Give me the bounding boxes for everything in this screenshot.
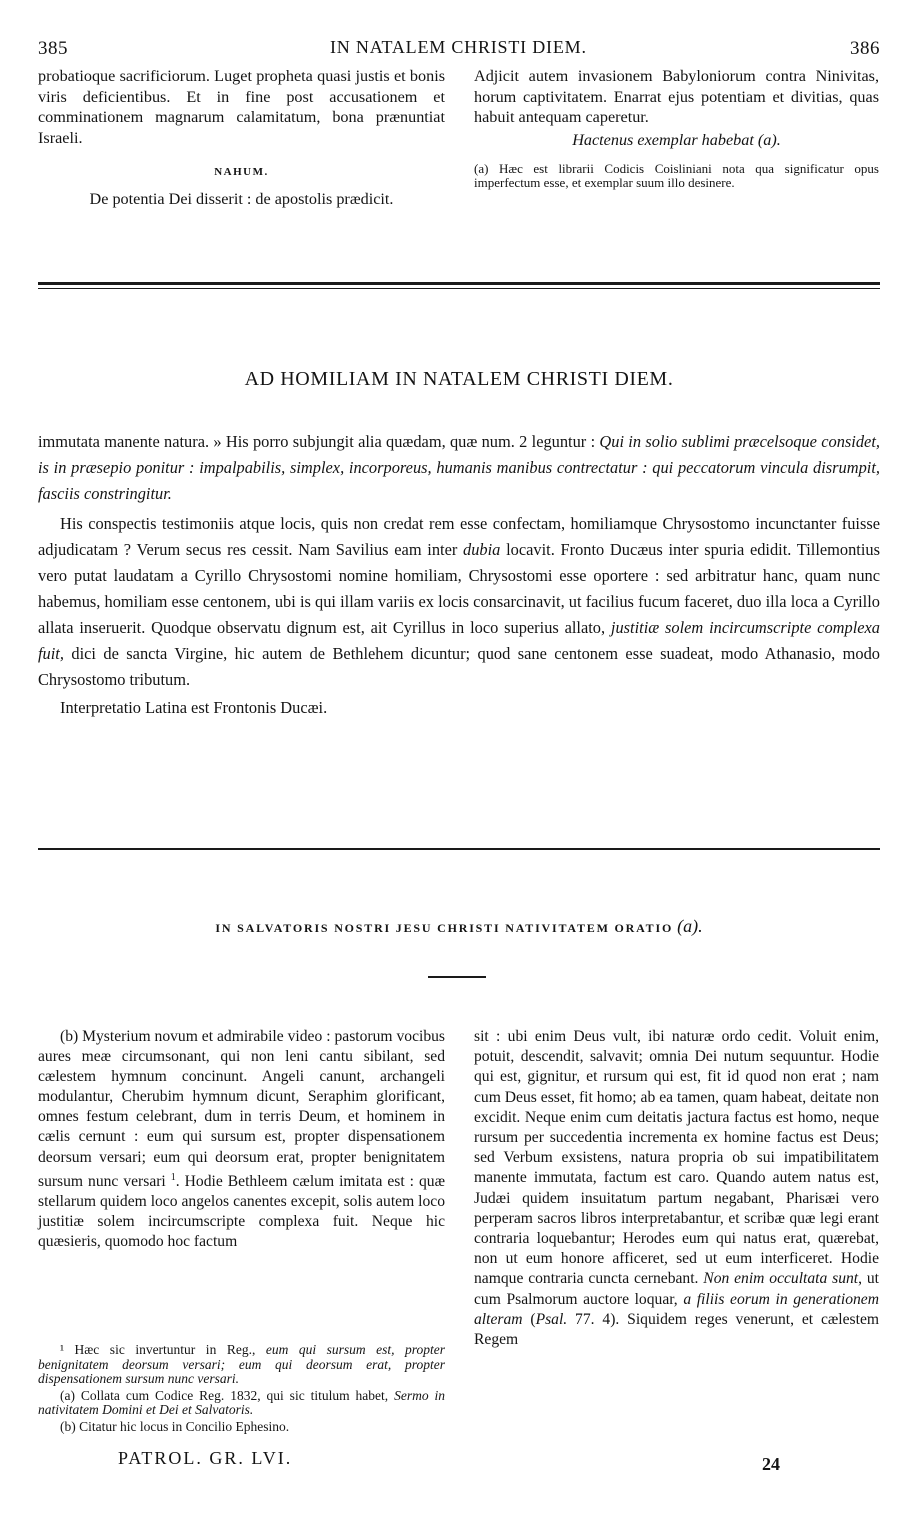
section-rule-thick — [38, 282, 880, 285]
footnote-a-quote: Sermo in nativitatem Domini et Dei et Salvatoris. — [38, 1387, 445, 1417]
section-paragraph-1-text: immutata manente natura. » His porro subjungit alia quædam, quæ num. 2 leguntur : — [38, 432, 600, 451]
nahum-paragraph: De potentia Dei disserit : de apostolis prædicit. — [89, 189, 394, 208]
section-paragraph-1-quote: Qui in solio sublimi præcelsoque considet, is in præsepio ponitur : impalpabilis, simplex, incorporeus, humanis manibus contrectatur : qui peccatorum vincula disrumpit, fasciis constringitur. — [38, 432, 880, 503]
signature-mark: PATROL. GR. LVI. — [118, 1448, 293, 1468]
top-right-column — [474, 66, 879, 190]
section-paragraph-2-dubia: dubia — [463, 540, 501, 559]
oration-text-right-c: ( — [522, 1310, 536, 1328]
footnote-1-quote: eum qui sursum est, propter benignitatem deorsum versari; eum qui deorsum erat, propter dispensationem sursum nunc versari. — [38, 1342, 445, 1386]
oration-text-right-b: , ut cum Psalmorum auctore loquar, — [474, 1270, 879, 1308]
nahum-subheading: NAHUM. — [214, 166, 269, 178]
oration-text-left-b: . Hodie Bethleem cælum imitata est : quæ stellarum quidem loco angelos canentes excepit, solis autem loco justitiæ solem incircumscripte complexa fuit. Neque hic quæsieris, quomodo hoc factum — [38, 1172, 445, 1251]
oration-text-right — [474, 1027, 879, 1350]
oration-rule — [38, 848, 880, 850]
running-title: IN NATALEM CHRISTI DIEM. — [330, 37, 587, 57]
section-paragraph-3: Interpretatio Latina est Frontonis Ducæi. — [60, 698, 328, 717]
footnote-a-text: (a) Collata cum Codice Reg. 1832, qui sic titulum habet, — [60, 1387, 395, 1403]
oration-title-mark: (a). — [677, 916, 703, 936]
section-paragraph-1 — [38, 429, 880, 507]
section-title: AD HOMILIAM IN NATALEM CHRISTI DIEM. — [244, 368, 674, 390]
oration-text-right-a: sit : ubi enim Deus vult, ibi naturæ ordo cedit. Voluit enim, potuit, descendit, salvavit; omnia Dei nutum sequuntur. Hodie qui est, gignitur, et rursum qui est, fit id quod non erat ; nam cum Deus esset, fit homo; ab ea tamen, quam habeat, deitate non excidit. Neque enim cum deitatis jactura factus est homo, neque rursum per succedentia incrementa ex homine factus est Deus; sed Verbum exsistens, natura propria ob sui impatibilitatem manente immutata, factum est caro. Quando autem natus est, Judæi quidem insuitatum partum negabant, Pharisæi vero perperam sacros libros interpretabantur, et scribæ quæ legi erant contraria loquebantur; Herodes eum qui natus erat, quærebat, non ut eum honore afficeret, sed ut eum interficeret. Hodie namque contraria cuncta cernebant. — [474, 1028, 879, 1288]
top-right-footnote: (a) Hæc est librarii Codicis Coisliniani nota qua significatur opus imperfectum esse, et exemplar suum illo desinere. — [474, 161, 879, 190]
signature-number: 24 — [762, 1454, 780, 1474]
section-paragraph-2 — [38, 511, 880, 693]
page-number-left: 385 — [38, 38, 68, 59]
section-paragraph-2-text-b: locavit. Fronto Ducæus inter spuria edidit. Tillemontius vero putat laudatam a Cyrillo Chrysostomi nomine homiliam, Chrysostomi esse oportere : sed arbitratur hanc, quam nunc habemus, homiliam esse centonem, ubi is qui illam variis ex locis consarcinavit, ut facilius fucum faceret, duo illa loca a Cyrillo allata inseruerit. Quodque observatu dignum est, ait Cyrillus in loco superius allato, — [38, 540, 880, 637]
section-paragraph-2-text-c: dici de sancta Virgine, hic autem de Bethlehem dicuntur; quod sane centonem esse suadeat, modo Athanasio, modo Chrysostomo tributum. — [38, 644, 880, 689]
footnote-marker: 1 — [170, 1171, 176, 1183]
oration-text-left — [38, 1027, 445, 1252]
footnotes — [38, 1343, 445, 1436]
page-number-right: 386 — [850, 38, 880, 59]
bottom-left-column — [38, 1027, 445, 1252]
oration-text-left-a: (b) Mysterium novum et admirabile video : pastorum vocibus aures meæ circumsonant, qui non leni cantu sibilant, sed cælestem hymnum concinunt. Angeli canunt, archangeli modulantur, Cherubim hymnum dicunt, Seraphim glorificant, omnes festum celebrant, dum in terris Deum, et hominem in cælis cernunt : eum qui sursum est, propter dispensationem deorsum versari; eum qui deorsum erat, propter benignitatem sursum nunc versari — [38, 1028, 445, 1190]
section-rule-thin — [38, 288, 880, 289]
top-right-paragraph: Adjicit autem invasionem Babyloniorum contra Ninivitas, horum captivitatem. Enarrat ejus potentiam et divitias, quas habuit antequam caperetur. — [474, 67, 879, 126]
psalm-reference: Psal. — [535, 1310, 568, 1328]
footnote-1-text: ¹ Hæc sic invertuntur in Reg., — [60, 1342, 266, 1357]
hactenus-line: Hactenus exemplar habebat (a). — [572, 130, 781, 149]
oration-text-right-italic-2: a filiis eorum in generationem alteram — [474, 1290, 879, 1328]
footnote-b: (b) Citatur hic locus in Concilio Ephesino. — [60, 1418, 290, 1434]
footnote-a — [38, 1389, 445, 1418]
bottom-right-column — [474, 1027, 879, 1350]
section-paragraph-2-quote: justitiæ solem incircumscripte complexa fuit, — [38, 618, 880, 663]
section-body — [38, 429, 880, 721]
oration-title-line — [38, 916, 880, 937]
oration-text-right-d: 77. 4). Siquidem reges venerunt, et cælestem Regem — [474, 1310, 879, 1349]
oration-text-right-italic-1: Non enim occultata sunt — [703, 1270, 859, 1288]
short-rule — [428, 976, 486, 978]
top-left-column — [38, 66, 445, 209]
section-paragraph-2-text-a: His conspectis testimoniis atque locis, quis non credat rem esse confectam, homiliamque Chrysostomo incunctanter fuisse adjudicatam ? Verum secus res cessit. Nam Savilius eam inter — [38, 514, 880, 559]
oration-title: IN SALVATORIS NOSTRI JESU CHRISTI NATIVITATEM ORATIO — [215, 921, 674, 935]
footnote-1 — [38, 1343, 445, 1387]
top-left-paragraph: probatioque sacrificiorum. Luget propheta quasi justis et bonis viris deficientibus. Et in fine post accusationem et comminationem magnarum calamitatum, bona prænuntiat Israeli. — [38, 67, 445, 147]
